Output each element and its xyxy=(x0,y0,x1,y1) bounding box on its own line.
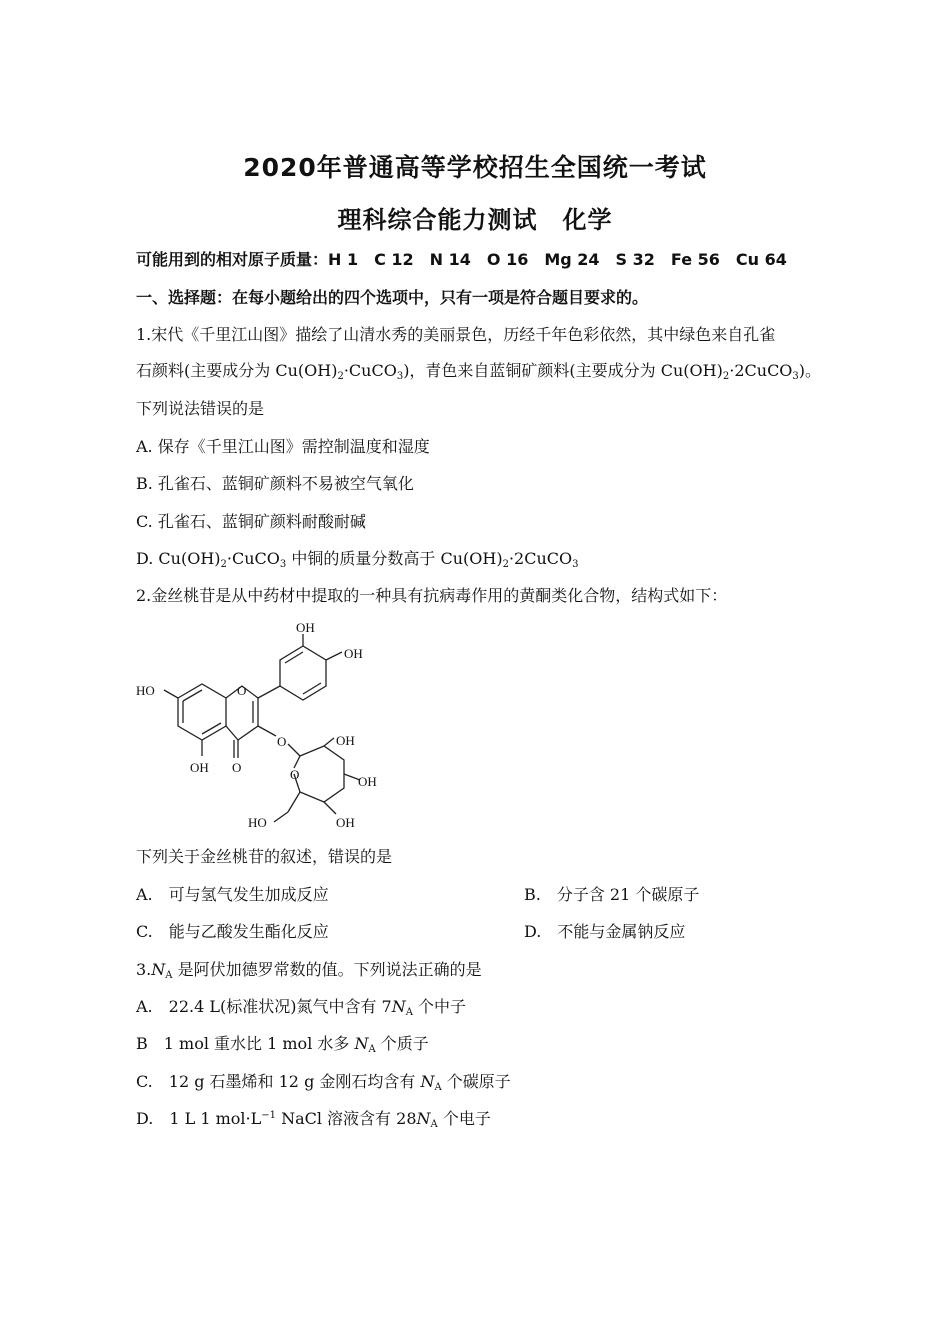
ring-b xyxy=(280,646,326,700)
sugar-ring xyxy=(294,746,344,802)
section-heading: 一、选择题：在每小题给出的四个选项中，只有一项是符合题目要求的。 xyxy=(136,288,649,307)
sugar-o-label: O xyxy=(290,767,300,782)
exam-title: 2020年普通高等学校招生全国统一考试 xyxy=(243,153,707,182)
oh-label-top: OH xyxy=(296,620,315,635)
q2-option-b: B. 分子含 21 个碳原子 xyxy=(524,885,700,904)
o-label-ring: O xyxy=(237,683,247,698)
q3-option-b: B 1 mol 重水比 1 mol 水多 $N_A$ 个质子 xyxy=(136,1034,429,1055)
carbonyl-o-label: O xyxy=(232,760,242,775)
sugar-oh-2: OH xyxy=(358,774,377,789)
exam-subtitle: 理科综合能力测试 化学 xyxy=(337,206,613,234)
atomic-masses: 可能用到的相对原子质量：H 1 C 12 N 14 O 16 Mg 24 S 32 Fe 56 Cu 64 xyxy=(136,250,787,269)
q1-option-a: A. 保存《千里江山图》需控制温度和湿度 xyxy=(136,437,430,456)
ho-label-left: HO xyxy=(136,683,155,698)
q3-option-c: C. 12 g 石墨烯和 12 g 金刚石均含有 $N_A$ 个碳原子 xyxy=(136,1072,511,1093)
q3-option-d: D. 1 L 1 $mol\cdot L^{-1}$ NaCl 溶液含有 $28N_A$ 个电子 xyxy=(136,1109,491,1130)
sugar-oh-3: OH xyxy=(336,815,355,830)
hyperoside-structure xyxy=(128,616,388,838)
q2-option-c: C. 能与乙酸发生酯化反应 xyxy=(136,922,329,941)
q1-stem-line3: 下列说法错误的是 xyxy=(136,399,265,418)
oh-label-bottom: OH xyxy=(190,760,209,775)
glycoside-o-label: O xyxy=(277,734,287,749)
q3-option-a: A. 22.4 L(标准状况)氮气中含有 $7N_A$ 个中子 xyxy=(136,997,467,1018)
q1-option-d: D. $Cu(OH)_2\cdot CuCO_3$ 中铜的质量分数高于 $Cu(OH)_2\cdot 2CuCO_3$ xyxy=(136,549,579,570)
q3-stem: $3.N_A$ 是阿伏加德罗常数的值。下列说法正确的是 xyxy=(136,960,482,981)
q1-stem-line2: 石颜料(主要成分为 $Cu(OH)_2\cdot CuCO_3$)，青色来自蓝铜矿颜料(主要成分为 $Cu(OH)_2\cdot 2CuCO_3$)。 xyxy=(136,361,822,382)
ho-ch2-label: HO xyxy=(248,815,267,830)
q2-stem: 2.金丝桃苷是从中药材中提取的一种具有抗病毒作用的黄酮类化合物，结构式如下： xyxy=(136,586,728,605)
q1-option-b: B. 孔雀石、蓝铜矿颜料不易被空气氧化 xyxy=(136,474,414,493)
oh-label-right: OH xyxy=(344,646,363,661)
q2-option-d: D. 不能与金属钠反应 xyxy=(524,922,686,941)
ring-a xyxy=(178,684,226,740)
q2-option-a: A. 可与氢气发生加成反应 xyxy=(136,885,329,904)
q1-stem-line1: 1.宋代《千里江山图》描绘了山清水秀的美丽景色，历经千年色彩依然，其中绿色来自孔雀 xyxy=(136,325,776,344)
q2-question: 下列关于金丝桃苷的叙述，错误的是 xyxy=(136,847,393,866)
sugar-oh-1: OH xyxy=(336,733,355,748)
q1-option-c: C. 孔雀石、蓝铜矿颜料耐酸耐碱 xyxy=(136,512,366,531)
